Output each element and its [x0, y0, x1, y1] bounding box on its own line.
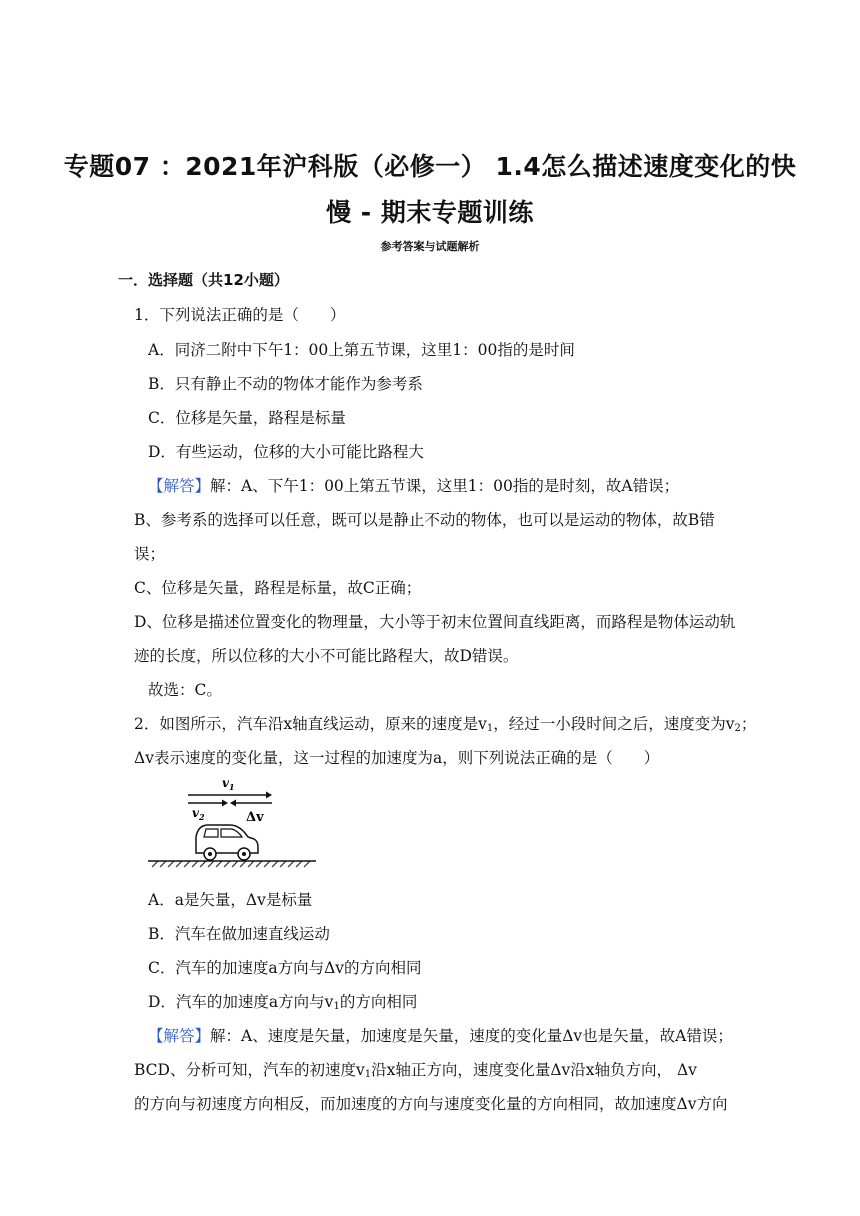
stem-text: 2．如图所示，汽车沿x轴直线运动，原来的速度是v	[134, 715, 487, 733]
question-2-stem-line-2: Δv表示速度的变化量，这一过程的加速度为a，则下列说法正确的是（ ）	[134, 749, 660, 767]
question-1-option-c: C．位移是矢量，路程是标量	[148, 409, 346, 427]
question-2-answer-line: 的方向与初速度方向相反，而加速度的方向与速度变化量的方向相同，故加速度Δv方向	[134, 1095, 728, 1113]
v1-arrowhead	[266, 792, 272, 799]
document-title-line-1: 专题07 ：2021年沪科版（必修一） 1.4怎么描述速度变化的快	[63, 152, 797, 181]
v2-arrowhead	[222, 800, 228, 807]
delta-v-arrowhead	[230, 800, 236, 807]
question-2-option-c: C．汽车的加速度a方向与Δv的方向相同	[148, 959, 422, 977]
question-1-stem: 1．下列说法正确的是（ ）	[134, 306, 346, 324]
question-2-option-b: B．汽车在做加速直线运动	[148, 925, 330, 943]
subscript: 1	[486, 723, 494, 734]
question-1-option-d: D．有些运动，位移的大小可能比路程大	[148, 443, 424, 461]
question-2-stem-line-1	[134, 714, 756, 739]
wheel-hub	[208, 852, 212, 856]
question-1-answer-line: B、参考系的选择可以任意，既可以是静止不动的物体，也可以是运动的物体，故B错	[134, 511, 715, 529]
question-2-answer-first-line	[148, 1026, 733, 1046]
question-1-answer-line: C、位移是矢量，路程是标量，故C正确；	[134, 579, 422, 597]
answer-text: 解：A、下午1：00上第五节课，这里1：00指的是时刻，故A错误；	[210, 477, 680, 495]
question-2-option-d	[148, 992, 417, 1017]
answer-tag: 【解答】	[148, 1027, 211, 1045]
answer-text: 解：A、速度是矢量，加速度是矢量，速度的变化量Δv也是矢量，故A错误；	[210, 1027, 733, 1045]
answer-text: 沿x轴正方向，速度变化量Δv沿x轴负方向， Δv	[371, 1061, 697, 1079]
subscript: 2	[734, 723, 741, 734]
ground-hatching	[152, 861, 310, 867]
document-subtitle: 参考答案与试题解析	[380, 240, 480, 253]
question-1-answer-first-line	[148, 476, 679, 496]
question-1-answer-line: D、位移是描述位置变化的物理量，大小等于初末位置间直线距离，而路程是物体运动轨	[134, 613, 736, 631]
car-velocity-figure	[148, 775, 318, 875]
subscript: 1	[364, 1069, 372, 1080]
question-2-answer-line	[134, 1060, 697, 1085]
question-1-conclusion: 故选：C。	[148, 681, 222, 699]
answer-tag: 【解答】	[148, 477, 211, 495]
v2-label: $v_2$	[192, 806, 205, 822]
option-text: D．汽车的加速度a方向与v	[148, 993, 334, 1011]
answer-text: BCD、分析可知，汽车的初速度v	[134, 1061, 365, 1079]
question-1-option-b: B．只有静止不动的物体才能作为参考系	[148, 375, 423, 393]
option-text: 的方向相同	[339, 993, 418, 1011]
car-diagram	[148, 775, 318, 875]
question-1-answer-line: 迹的长度，所以位移的大小不可能比路程大，故D错误。	[134, 647, 519, 665]
v1-label: $v_1$	[222, 776, 235, 792]
question-1-option-a: A．同济二附中下午1：00上第五节课，这里1：00指的是时间	[148, 341, 575, 359]
document-title-line-2: 慢 - 期末专题训练	[326, 198, 534, 227]
stem-text: ；	[740, 715, 757, 733]
delta-v-label: Δv	[246, 810, 264, 825]
car-window-front	[204, 829, 218, 837]
question-2-option-a: A．a是矢量，Δv是标量	[148, 891, 313, 909]
stem-text: ，经过一小段时间之后，速度变为v	[493, 715, 735, 733]
subscript: 1	[333, 1001, 340, 1012]
section-heading: 一．选择题（共12小题）	[118, 271, 289, 289]
question-1-answer-line: 误；	[134, 545, 166, 563]
wheel-hub	[242, 852, 246, 856]
